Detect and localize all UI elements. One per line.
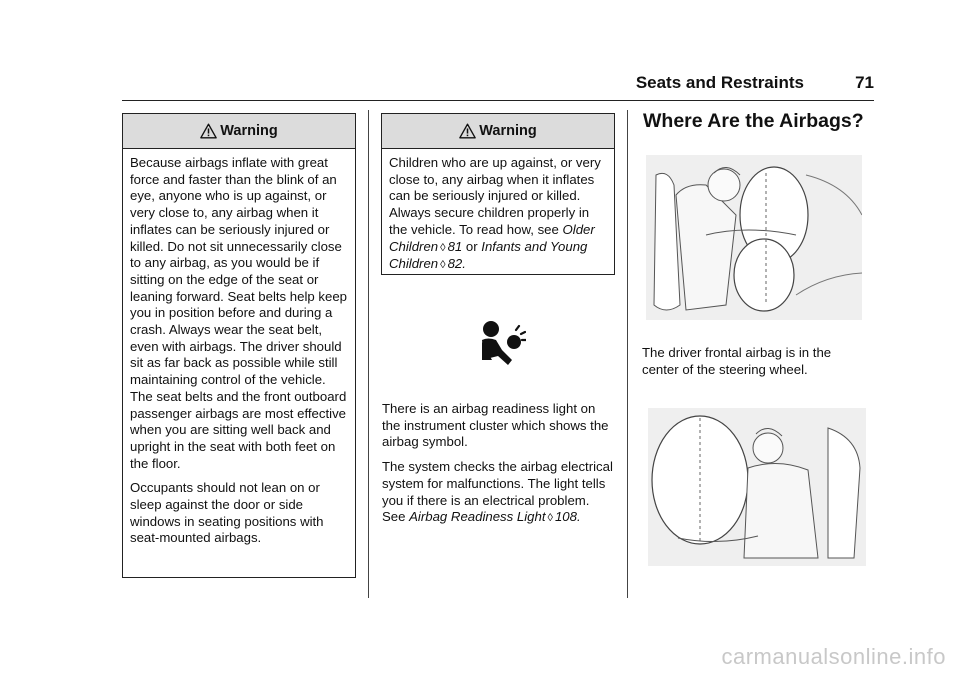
warning-triangle-icon [459,123,476,139]
xref-page[interactable]: 81 [447,238,463,254]
driver-airbag-illustration [646,155,862,320]
airbag-readiness-icon [478,320,526,370]
airbag-light-description [382,401,614,535]
page-reference-icon: ◊ [440,259,446,272]
warning-box-airbag-force [122,113,356,578]
warning-heading [123,114,355,149]
warning-heading-text: Warning [220,123,278,139]
passenger-airbag-illustration [648,408,866,566]
page-number: 71 [855,73,874,92]
xref-airbag-readiness-light[interactable]: Airbag Readiness Light [409,509,546,525]
warning-text: or [462,238,482,254]
warning-box-children [381,113,615,275]
column-divider [627,110,628,598]
warning-paragraph [389,155,607,274]
paragraph: There is an airbag readiness light on the instrument cluster which shows the airbag symbol. [382,401,609,450]
section-title: Seats and Restraints [635,73,804,92]
watermark: carmanualsonline.info [721,644,946,669]
driver-airbag-caption: The driver frontal airbag is in the center of the steering wheel. [642,345,832,377]
warning-text: Children who are up against, or very close to, any airbag when it inflates can be seriously injured or killed. Always secure children properly in the vehicle. To read how, see [389,155,601,237]
warning-triangle-icon [200,123,217,139]
page-reference-icon: ◊ [440,241,446,254]
xref-page[interactable]: 82. [447,256,466,272]
xref-infants-young-children[interactable]: Infants and Young Children [389,238,588,272]
page-header [122,72,874,101]
passenger-airbag-drawing [648,408,866,566]
warning-paragraph: Occupants should not lean on or sleep against the door or side windows in seating positions with seat-mounted airbags. [130,480,324,546]
warning-body [382,149,614,280]
warning-heading-text: Warning [479,123,537,139]
warning-body [123,149,355,553]
section-heading: Where Are the Airbags? [643,110,864,132]
warning-paragraph: Because airbags inflate with great force and faster than the blink of an eye, anyone who is up against, or very close to, any airbag when it inflates can be seriously injured or killed. Do not sit unnecessarily close to any airbag, as you would be if sitting on the edge of the seat or leaning forward. Seat belts help keep you in position before and during a crash. Always wear the seat belt, even with airbags. The driver should sit as far back as possible while still maintaining control of the vehicle. The seat belts and the front outboard passenger airbags are most effective when you are sitting well back and upright in the seat with both feet on the floor. [130,155,348,471]
column-divider [368,110,369,598]
paragraph [382,459,614,527]
xref-older-children[interactable]: Older Children [389,221,595,254]
warning-heading [382,114,614,149]
xref-page[interactable]: 108. [554,509,581,525]
paragraph-text: The system checks the airbag electrical system for malfunctions. The light tells you if there is an electrical problem. See [382,459,613,525]
page-reference-icon: ◊ [547,512,553,525]
driver-airbag-drawing [646,155,862,320]
